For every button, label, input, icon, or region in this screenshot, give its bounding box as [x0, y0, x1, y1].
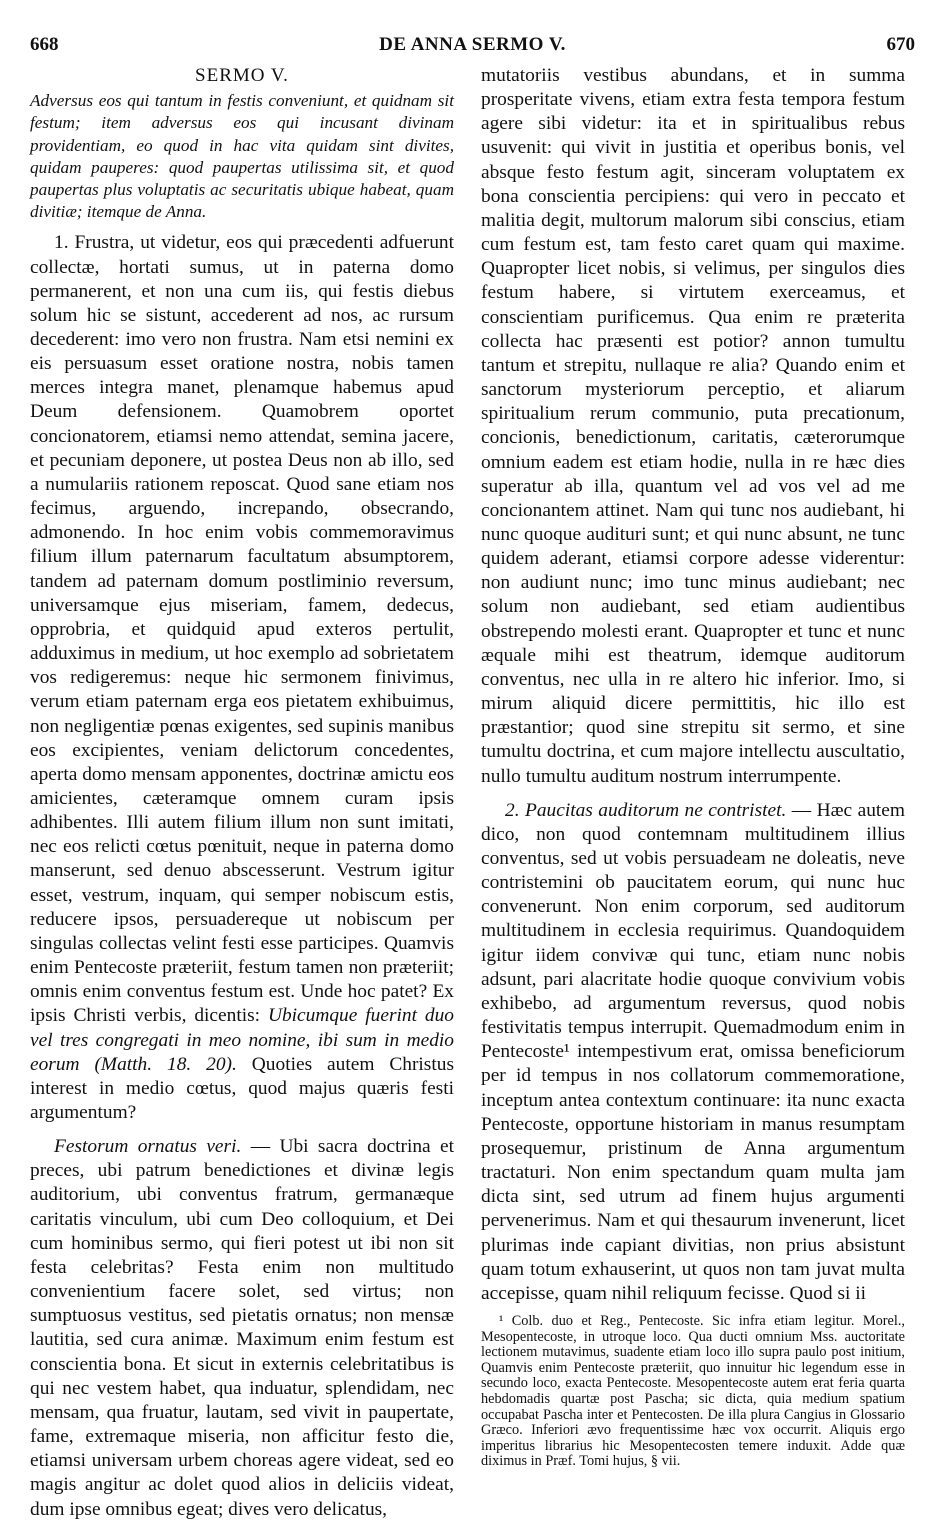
subsection-text-continued: mutatoriis vestibus abundans, et in summa prosperitate vivens, etiam extra festa tempora festum agere sibi videtur: ita et in spiritualibus rebus usuvenit: qui vivit in justitia et operibus bonis, vel absque festo festum agit, sinceram voluptatem ex bona conscientia percipiens: qui vero in peccato et malitia degit, multorum malorum sibi conscius, etiam cum festum est, tam festo caret quam qui maxime. Quapropter licet nobis, si velimus, per singulos dies festum habere, si virtutem exerceamus, et conscientiam purificemus. Qua enim re præterita collecta hac præsenti est potior? annon tumultu tantum et strepitu, nullaque re alia? Quando enim et sanctorum mysteriorum perceptio, et aliarum spiritualium rerum communio, puta precationum, concionis, benedictionum, caritatis, cæterorumque omnium eadem est etiam hodie, nulla in re hæc dies superatur ab illa, quantum vel ad vos vel ad me concionantem attinet. Nam qui tunc nos audiebant, hi nunc quoque audituri sunt; et qui nunc absunt, ne tunc quidem aderant, etiamsi corpore adesse viderentur: non audiunt nunc; imo tunc minus audiebant; nec solum non audiebant, sed etiam audientibus obstrependo molesti erant. Quapropter et tunc et nunc æquale mihi est theatrum, idemque auditorum conventus, nec ulla in re altero hic inferior. Imo, si mirum aliquid dicere permittitis, hic illo est præstantior; quod sine strepitu sit sermo, et sine tumultu doctrina, et cum majore intellectu auscultatio, nullo tumultu auditum nostrum interrumpente. [481, 65, 905, 787]
left-column [30, 64, 454, 1522]
paragraph-2-text: — Hæc autem dico, non quod contemnam multitudinem illius conventus, sed ut vobis persuadeam ne doleatis, neve contristemini ob paucitatem eorum, qui nunc huc convenerunt. Non enim corporum, sed auditorum multitudinem in ecclesia requirimus. Quandoquidem igitur iidem convivæ qui tunc, etiam nunc nobis adsunt, pari alacritate hodie quoque convivium vobis exhibebo, ad argumentum reversus, quod nobis festivitatis tempus interrupit. Quemadmodum enim in Pentecoste¹ intempestivum erat, omissa beneficiorum per id tempus in nos collatorum commemoratione, inceptum antea contextum continuare: ita nunc exacta Pentecoste, opportune historiam in manus resumptam prosequemur, pristinum de Anna argumentum tractaturi. Non enim spectandum quam multa jam dicta sint, sed utrum ad finem hujus argumenti pervenerimus. Nam et qui thesaurum invenerunt, licet plurimas inde capiant divitias, non prius absistunt quam totum exhauserint, ut quos non tam juvat multa accepisse, quam nihil reliquum fecisse. Quod si ii [481, 799, 905, 1304]
subsection-festorum [30, 1135, 454, 1522]
footnote: ¹ Colb. duo et Reg., Pentecoste. Sic infra etiam legitur. Morel., Mesopentecoste, in utroque loco. Qua ducti omnium Mss. auctoritate lectionem mutavimus, suadente etiam loco illo supra paulo post initium, Quamvis enim Pentecoste præteriit, quo innuitur hic legendum esse in secundo loco, exacta Pentecoste. Mesopentecoste autem erat feria quarta hebdomadis quartæ post Pascha; sic dicta, quia medium spatium occupabat Pascha inter et Pentecosten. De illa plura Cangius in Glossario Græco. Inferiori ævo frequentissime hæc vox occurrit. Aliquis ergo imperitus librarius hic Mesopentecosten temere induxit. Adde quæ diximus in Præf. Tomi hujus, § vii. [481, 1312, 905, 1470]
running-header [30, 34, 915, 58]
paragraph-1 [30, 231, 454, 1125]
paragraph-2-label: 2. Paucitas auditorum ne contristet. [505, 799, 787, 821]
paragraph-1-end: Quoties autem Christus interest in medio cœtus, quod majus quæris festi argumentum? [30, 1053, 454, 1123]
subsection-label: Festorum ornatus veri. [54, 1136, 242, 1158]
subsection-text: — Ubi sacra doctrina et preces, ubi patrum benedictiones et divinæ legis auditorium, ubi conventus fratrum, germanæque caritatis vinculum, ubi cum Deo colloquium, et Dei cum hominibus sermo, qui fieri potest ut ibi non sit festa celebritas? Festa enim non multitudo convenientium facere solet, sed virtus; non sumptuosus vestitus, sed pietatis ornatus; non mensæ lautitia, sed cura animæ. Maximum enim festum est conscientia bona. Et sicut in externis celebritatibus is qui nec vestem habet, qua induatur, splendidam, nec mensam, qua fruatur, lautam, sed vivit in paupertate, fame, extremaque miseria, non afficitur festo die, etiamsi universam urbem choreas agere videat, sed eo magis angitur ac dolet quod alios in deliciis videat, dum ipse omnibus egeat; dives vero delicatus, [30, 1136, 454, 1520]
page-number-left: 668 [30, 34, 59, 55]
page-number-right: 670 [886, 34, 915, 55]
running-title: DE ANNA SERMO V. [379, 34, 566, 55]
sermon-summary: Adversus eos qui tantum in festis conveniunt, et quidnam sit festum; item adversus eos qui incusant divinam providentiam, eo quod in hac vita quidam sint divites, quidam pauperes: quod paupertas utilissima sit, et quod paupertas plus voluptatis ac securitatis ubique habeat, quam divitiæ; itemque de Anna. [30, 91, 454, 222]
paragraph-1-text: 1. Frustra, ut videtur, eos qui præcedenti adfuerunt collectæ, hortati sumus, ut in paterna domo permanerent, et non una cum iis, qui festis diebus solum hic se sistunt, accederent ad nos, ac rursum decederent: imo vero non frustra. Nam etsi nemini ex eis persuasum esset oratione nostra, nobis tamen merces integra manet, plenamque habemus apud Deum defensionem. Quamobrem oportet concionatorem, etiamsi nemo attendat, semina jacere, et pecuniam deponere, ut postea Deus non ab illo, sed a numulariis rationem reposcat. Quod sane etiam nos fecimus, arguendo, increpando, obsecrando, admonendo. In hoc enim vobis commemoravimus filium illum paternarum facultatum absumptorem, tandem ad paternam domum postliminio reversum, universamque ejus miseriam, famem, dedecus, opprobria, et quidquid apud exteros pertulit, adduximus in medium, ut hoc exemplo ad sobrietatem vos redigeremus: neque hic sermonem finivimus, verum etiam paternam erga eos pietatem exhibuimus, non negligentiæ pœnas exigentes, sed supinis manibus eos excipientes, veniam delictorum concedentes, aperta domo mensam apponentes, doctrinæ amictu eos amicientes, cæteramque omnem curam ipsis adhibentes. Illi autem filium illum non sunt imitati, nec eos relicti cœtus pœnituit, neque in paterna domo manserunt, sed denuo abscesserunt. Vestrum igitur esset, vestrum, inquam, qui semper nobiscum estis, reducere ipsos, persuadereque ut nobiscum per singulas collectas velint festi esse participes. Quamvis enim Pentecoste præteriit, festum tamen non præteriit; omnis enim conventus festum est. Unde hoc patet? Ex ipsis Christi verbis, dicentis: [30, 232, 454, 1027]
scripture-quote: Ubicumque fuerint duo vel tres congregati in meo nomine, ibi sum in medio eorum (Matth. 18. 20). [30, 1005, 454, 1075]
right-column [481, 64, 905, 1470]
paragraph-2 [481, 799, 905, 1306]
sermon-title: SERMO V. [195, 65, 289, 86]
